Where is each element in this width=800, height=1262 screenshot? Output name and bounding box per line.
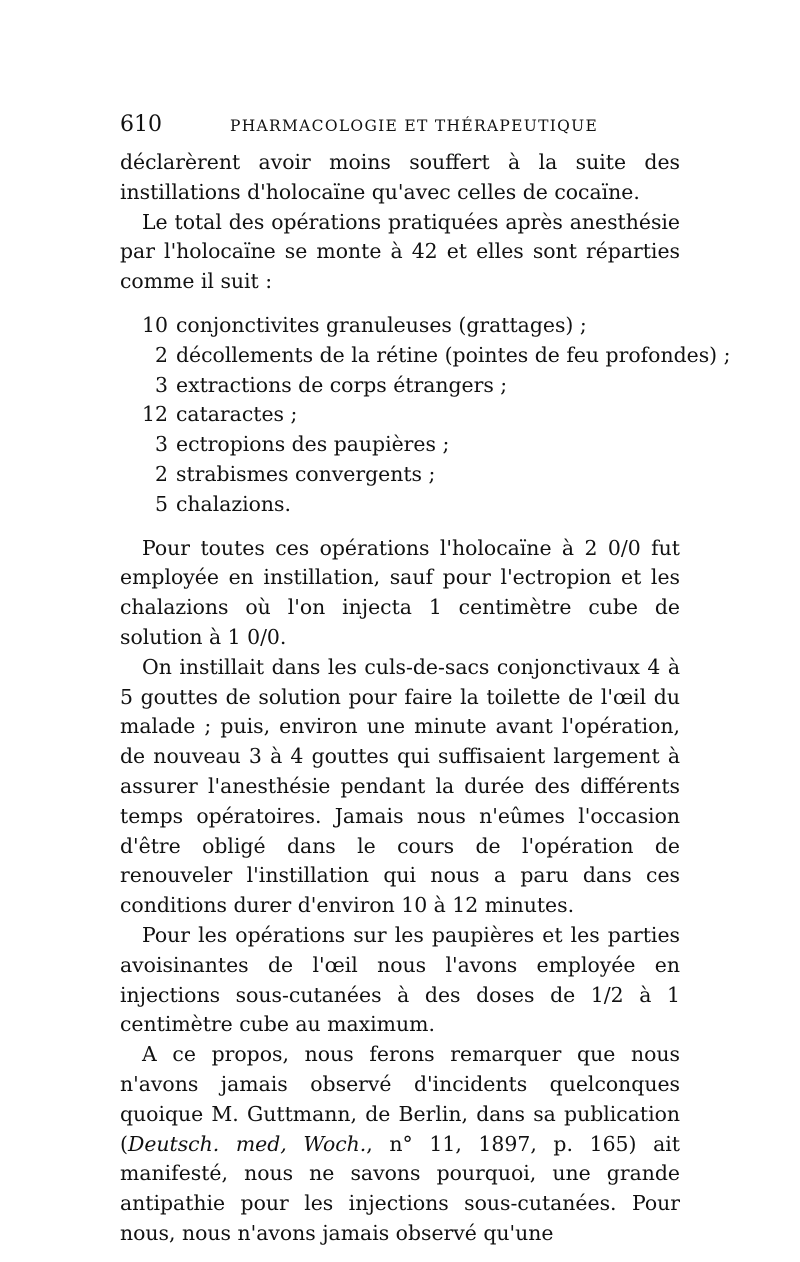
list-item-text: cataractes ; (176, 402, 298, 427)
paragraph-4: On instillait dans les culs-de-sacs conjonctivaux 4 à 5 gouttes de solution pour faire la toilette de l'œil du malade ; puis, environ une minute avant l'opération, de nouveau 3 à 4 gouttes qui suffisaient largement à assurer l'anesthésie pendant la durée des différents temps opératoires. Jamais nous n'eûmes l'occasion d'être obligé dans le cours de l'opération de renouveler l'instillation qui nous a paru dans ces conditions durer d'environ 10 à 12 minutes. (120, 654, 680, 918)
list-item-text: extractions de corps étrangers ; (176, 372, 508, 397)
list-item-count: 2 (155, 461, 168, 486)
operations-list (120, 311, 731, 520)
list-item-count: 10 (142, 312, 168, 337)
list-item (142, 460, 680, 490)
list-item (142, 490, 680, 520)
list-item-text: ectropions des paupières ; (176, 432, 450, 457)
running-head (120, 112, 680, 148)
list-item-count: 3 (155, 372, 168, 397)
paragraph-2: Le total des opérations pratiquées après anesthésie par l'holocaïne se monte à 42 et elles sont réparties comme il suit : (120, 209, 680, 294)
list-item-count: 3 (155, 432, 168, 457)
list-item (142, 371, 680, 401)
paragraph-3: Pour toutes ces opérations l'holocaïne à 2 0/0 fut employée en instillation, sauf pour l'ectropion et les chalazions où l'on injecta 1 centimètre cube de solution à 1 0/0. (120, 535, 680, 649)
list-item (142, 311, 680, 341)
paragraph-6-start: A ce propos, nous ferons remarquer que nous n'avons jamais observé d'incidents quelconques quoique M. Guttmann, de Berlin, dans sa publication ( (120, 1042, 680, 1156)
list-item-text: strabismes convergents ; (176, 461, 436, 486)
list-item-count: 12 (142, 402, 168, 427)
list-item (142, 400, 680, 430)
journal-citation: Deutsch. med, Woch. (127, 1131, 367, 1156)
running-title: PHARMACOLOGIE ET THÉRAPEUTIQUE (230, 117, 599, 135)
body-text (120, 148, 731, 1249)
list-item-text: conjonctivites granuleuses (grattages) ; (176, 312, 587, 337)
book-page (120, 112, 731, 1249)
list-item-text: décollements de la rétine (pointes de feu profondes) ; (176, 342, 731, 367)
list-item-count: 2 (155, 342, 168, 367)
paragraph-6 (120, 1040, 680, 1249)
page-number: 610 (120, 112, 162, 137)
paragraph-1: déclarèrent avoir moins souffert à la suite des instillations d'holocaïne qu'avec celles de cocaïne. (120, 150, 680, 204)
paragraph-5: Pour les opérations sur les paupières et les parties avoisinantes de l'œil nous l'avons employée en injections sous-cutanées à des doses de 1/2 à 1 centimètre cube au maximum. (120, 922, 680, 1037)
list-item (142, 430, 680, 460)
list-item-count: 5 (155, 491, 168, 516)
list-item (142, 341, 731, 371)
paragraph-6-end: , n° 11, 1897, p. 165) ait manifesté, nous ne savons pourquoi, une grande antipathie pour les injections sous-cutanées. Pour nous, nous n'avons jamais observé qu'une (120, 1131, 680, 1245)
list-item-text: chalazions. (176, 491, 292, 516)
